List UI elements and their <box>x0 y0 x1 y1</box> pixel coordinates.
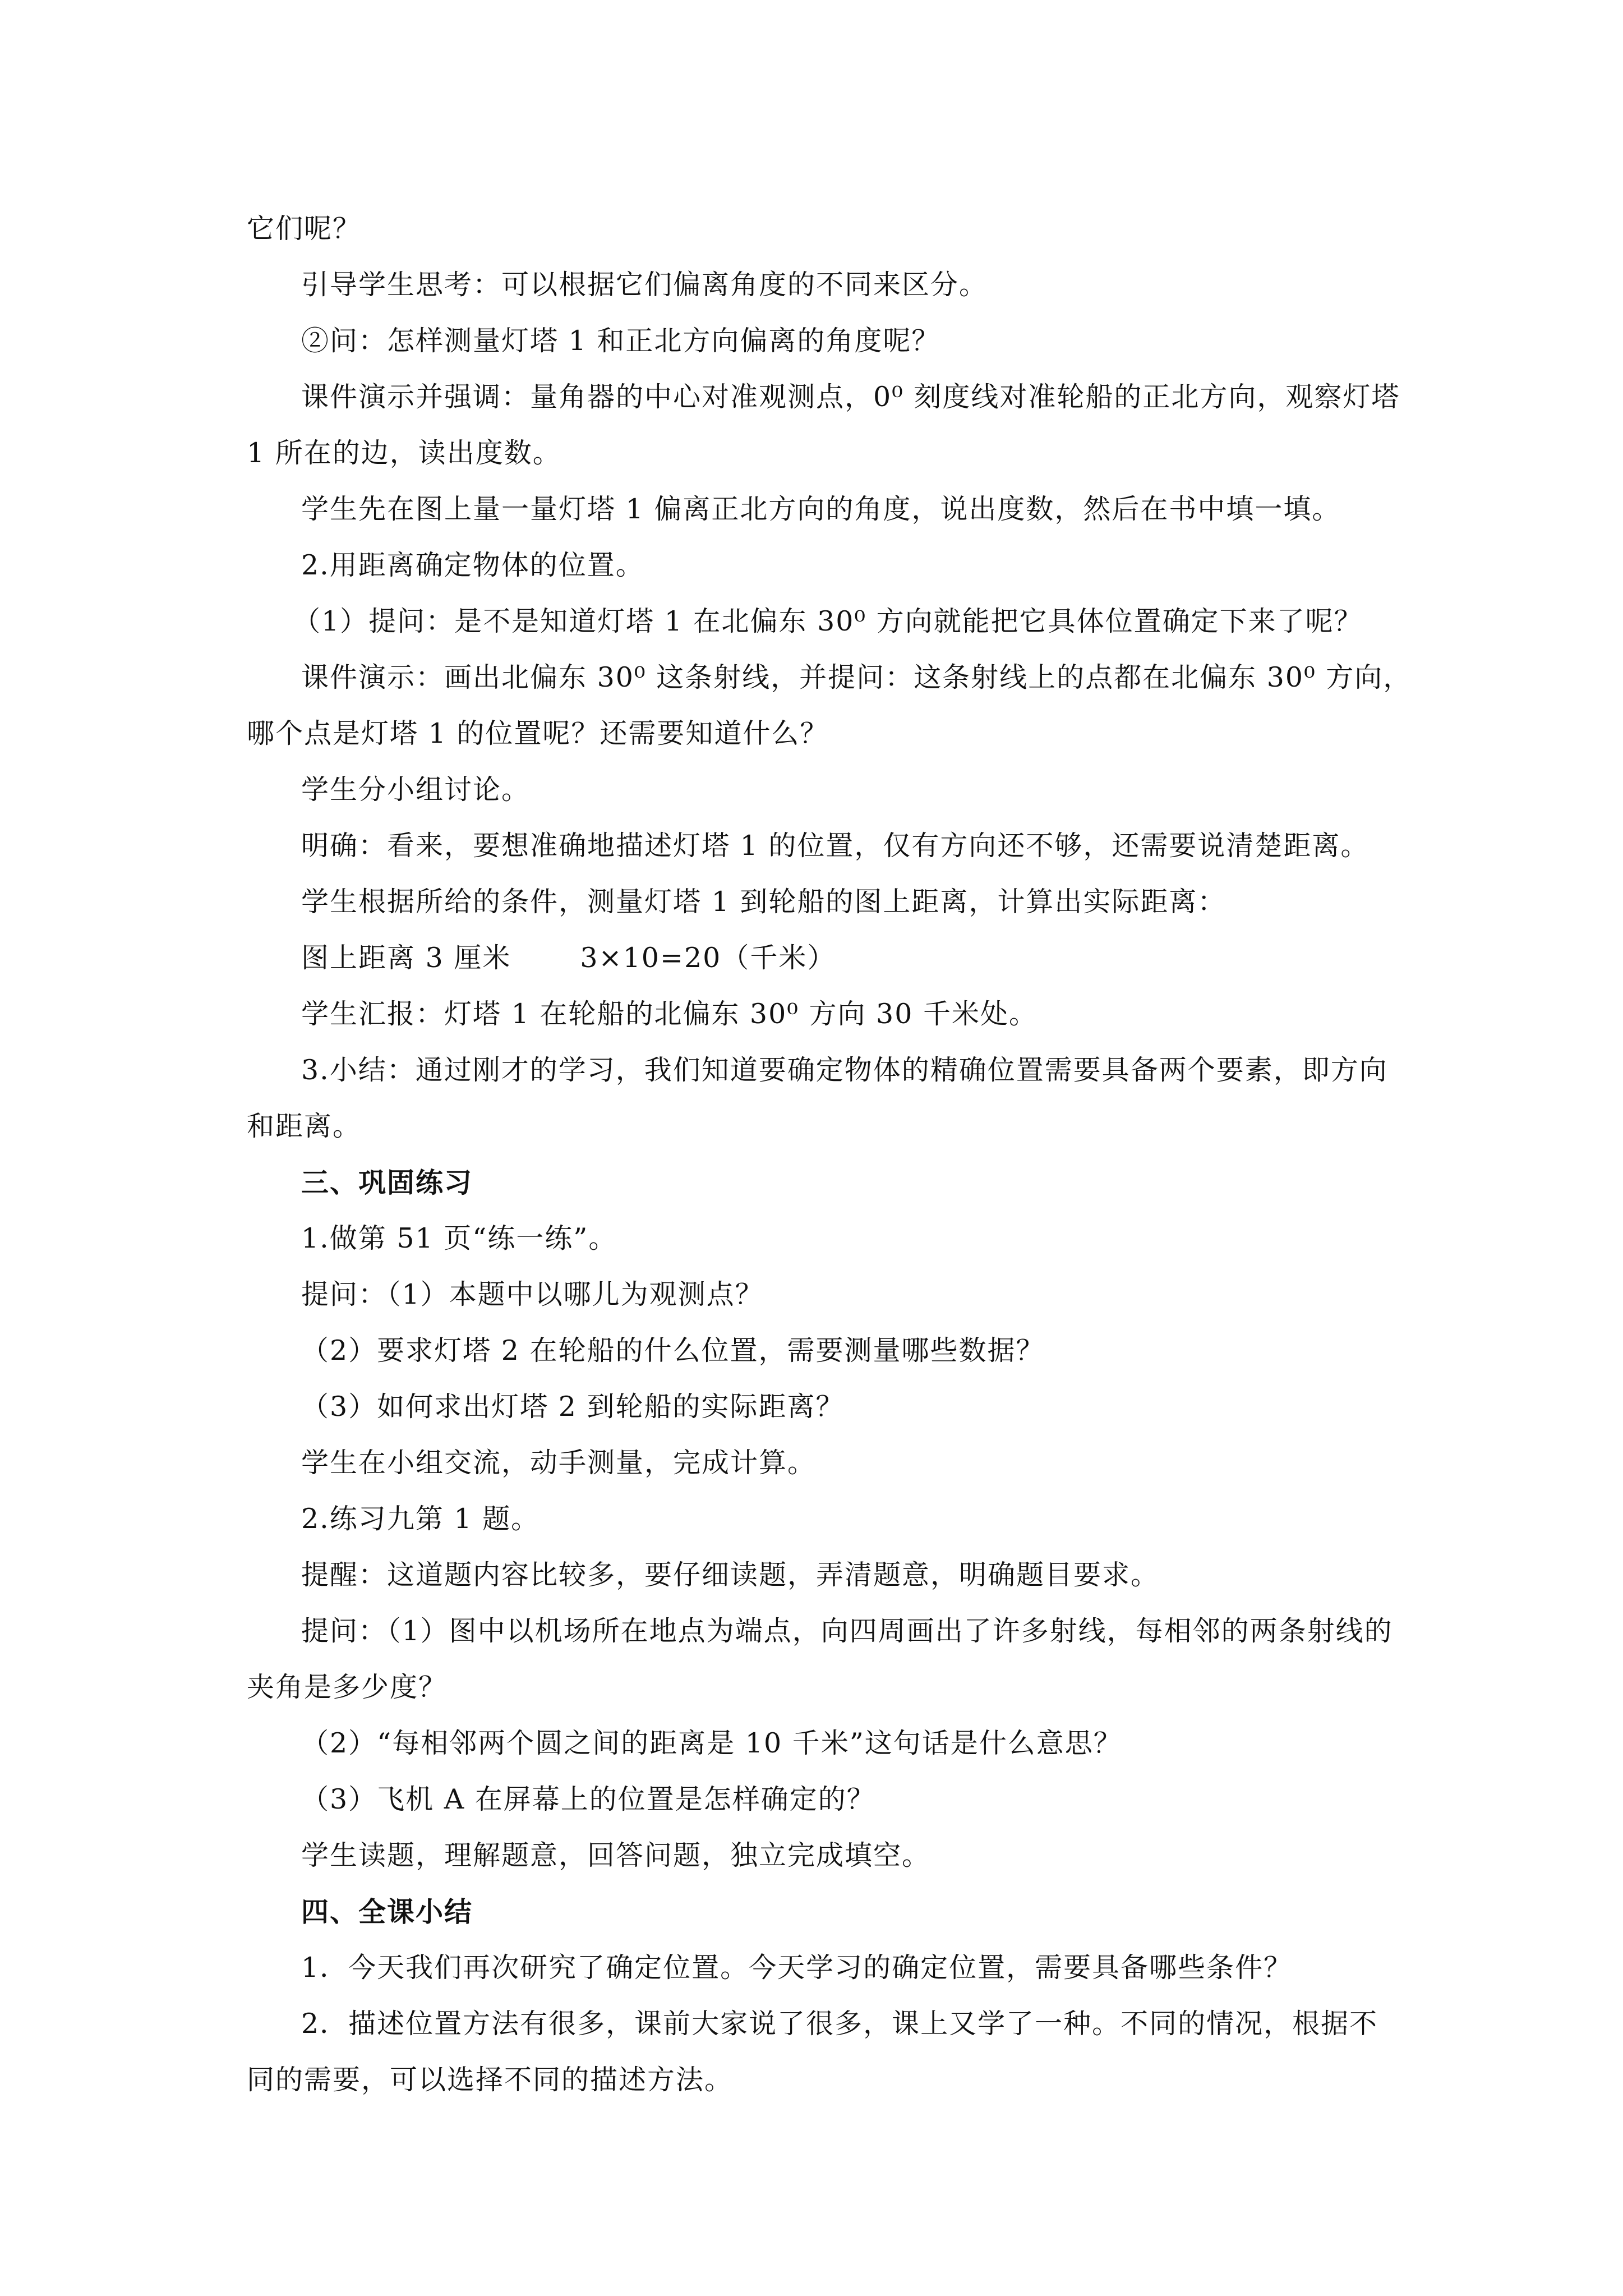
paragraph-line: 课件演示并强调：量角器的中心对准观测点，0⁰ 刻度线对准轮船的正北方向，观察灯塔 <box>301 381 1400 413</box>
paragraph-line: 学生先在图上量一量灯塔 1 偏离正北方向的角度，说出度数，然后在书中填一填。 <box>301 493 1341 525</box>
paragraph-line: 学生根据所给的条件，测量灯塔 1 到轮船的图上距离，计算出实际距离： <box>301 886 1227 918</box>
paragraph-line: 图上距离 3 厘米 3×10=20（千米） <box>301 942 836 974</box>
paragraph-line: 学生汇报：灯塔 1 在轮船的北偏东 30⁰ 方向 30 千米处。 <box>301 998 1038 1030</box>
paragraph-line: 提问：（1）图中以机场所在地点为端点，向四周画出了许多射线，每相邻的两条射线的 <box>301 1615 1393 1647</box>
paragraph-line: ②问：怎样测量灯塔 1 和正北方向偏离的角度呢？ <box>301 325 940 357</box>
paragraph-line: 哪个点是灯塔 1 的位置呢？还需要知道什么？ <box>247 717 829 749</box>
paragraph-line: （1）提问：是不是知道灯塔 1 在北偏东 30⁰ 方向就能把它具体位置确定下来了呢？ <box>293 605 1363 637</box>
paragraph-line: 1．今天我们再次研究了确定位置。今天学习的确定位置，需要具备哪些条件？ <box>301 1952 1293 1984</box>
paragraph-line: 提问：（1）本题中以哪儿为观测点？ <box>301 1278 764 1310</box>
paragraph-line: （3）飞机 A 在屏幕上的位置是怎样确定的？ <box>301 1783 875 1815</box>
paragraph-line: （2）要求灯塔 2 在轮船的什么位置，需要测量哪些数据？ <box>301 1335 1045 1366</box>
paragraph-line: 3.小结：通过刚才的学习，我们知道要确定物体的精确位置需要具备两个要素，即方向 <box>301 1054 1388 1086</box>
paragraph-line: 和距离。 <box>247 1110 362 1142</box>
paragraph-line: 学生在小组交流，动手测量，完成计算。 <box>301 1447 817 1479</box>
paragraph-line: 提醒：这道题内容比较多，要仔细读题，弄清题意，明确题目要求。 <box>301 1559 1160 1591</box>
paragraph-line: （2）“每相邻两个圆之间的距离是 10 千米”这句话是什么意思？ <box>301 1727 1122 1759</box>
paragraph-line: 学生读题，理解题意，回答问题，独立完成填空。 <box>301 1839 931 1871</box>
paragraph-line: （3）如何求出灯塔 2 到轮船的实际距离？ <box>301 1391 845 1423</box>
section-heading: 四、全课小结 <box>301 1895 473 1928</box>
paragraph-line: 它们呢？ <box>247 213 362 245</box>
section-heading: 三、巩固练习 <box>301 1166 473 1199</box>
paragraph-line: 2．描述位置方法有很多，课前大家说了很多，课上又学了一种。不同的情况，根据不 <box>301 2008 1378 2040</box>
paragraph-line: 夹角是多少度？ <box>247 1671 448 1703</box>
paragraph-line: 学生分小组讨论。 <box>301 774 531 806</box>
paragraph-line: 2.用距离确定物体的位置。 <box>301 549 644 581</box>
paragraph-line: 课件演示：画出北偏东 30⁰ 这条射线，并提问：这条射线上的点都在北偏东 30⁰ 方向， <box>301 661 1412 693</box>
paragraph-line: 2.练习九第 1 题。 <box>301 1503 540 1535</box>
paragraph-line: 同的需要，可以选择不同的描述方法。 <box>247 2064 734 2096</box>
paragraph-line: 1.做第 51 页“练一练”。 <box>301 1222 617 1254</box>
paragraph-line: 引导学生思考：可以根据它们偏离角度的不同来区分。 <box>301 269 988 301</box>
paragraph-line: 1 所在的边，读出度数。 <box>247 437 561 469</box>
paragraph-line: 明确：看来，要想准确地描述灯塔 1 的位置，仅有方向还不够，还需要说清楚距离。 <box>301 830 1370 862</box>
